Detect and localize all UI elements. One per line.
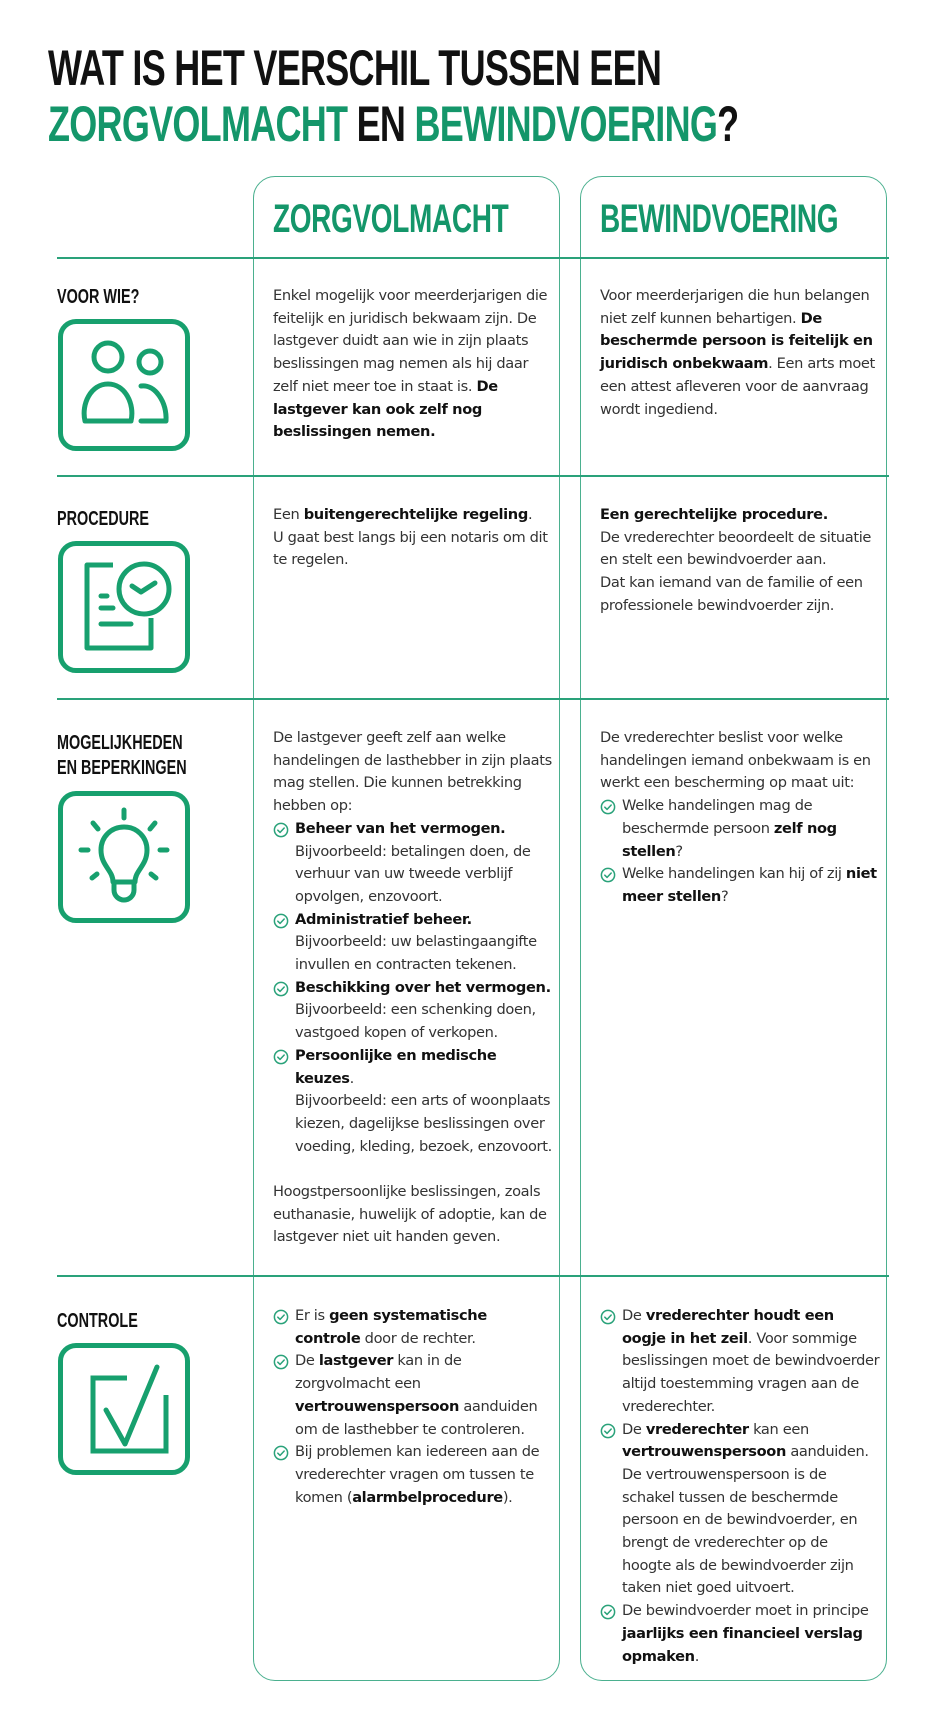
cell-zorgvolmacht-mogelijkheden [273, 727, 553, 1249]
list-item-title: Beheer van het vermogen. [295, 819, 506, 837]
check-circle-icon [600, 1604, 616, 1620]
cell-zorgvolmacht-procedure [273, 504, 553, 572]
cell-bold-text: geen systematische controle [295, 1307, 487, 1347]
cell-text: De [622, 1307, 646, 1324]
list-item-title: Persoonlijke en medische keuzes [295, 1046, 497, 1087]
cell-bold-text: vertrouwenspersoon [622, 1443, 787, 1461]
check-circle-icon [273, 1445, 289, 1461]
list-item [600, 1600, 880, 1668]
checkbox-icon [58, 1343, 190, 1475]
cell-bold-text: alarmbelprocedure [352, 1488, 503, 1506]
row-divider [57, 698, 889, 700]
cell-zorgvolmacht-voor-wie [273, 285, 553, 444]
cell-text: ). [502, 1488, 513, 1506]
list-item [273, 1305, 553, 1350]
cell-text: aanduiden om de lasthebber te controleren. [295, 1397, 538, 1438]
check-circle-icon [273, 913, 289, 929]
cell-text: ? [675, 842, 683, 860]
row-divider [57, 475, 889, 477]
row-label-line: EN BEPERKINGEN [57, 757, 187, 779]
cell-bold-text: zelf nog stellen [622, 819, 837, 860]
cell-text: aanduiden. De vertrouwenspersoon is de schakel tussen de beschermde persoon en de bewindvoerder, en brengt de vrederechter op de hoogte als de bewindvoerder zijn taken niet goed uitvoert. [622, 1443, 869, 1597]
cell-bold-text: De beschermde persoon is feitelijk en juridisch onbekwaam [600, 309, 873, 373]
cell-text: . [349, 1069, 354, 1087]
cell-bewindvoering-procedure [600, 504, 880, 618]
list-item [273, 1441, 553, 1509]
title-line-1: WAT IS HET VERSCHIL TUSSEN EEN [48, 40, 662, 96]
row-label-mogelijkheden [57, 731, 187, 781]
cell-text: . [694, 1647, 699, 1665]
list-item [600, 863, 880, 908]
cell-text: Welke handelingen kan hij of zij [622, 865, 846, 883]
cell-text: Hoogstpersoonlijke beslissingen, zoals euthanasie, huwelijk of adoptie, kan de lastgever niet uit handen geven. [273, 1183, 547, 1246]
people-icon [58, 319, 190, 451]
list-item [600, 1305, 880, 1419]
page-title [48, 40, 738, 152]
cell-bold-text: lastgever [318, 1352, 394, 1370]
check-circle-icon [273, 981, 289, 997]
cell-text: kan in de zorgvolmacht een [295, 1352, 462, 1393]
list-item-text: Bijvoorbeeld: een schenking doen, vastgoed kopen of verkopen. [295, 1001, 536, 1042]
check-circle-icon [273, 1354, 289, 1370]
row-label-controle: CONTROLE [57, 1310, 138, 1332]
check-circle-icon [273, 1309, 289, 1325]
list-item [273, 818, 553, 909]
row-label-procedure: PROCEDURE [57, 508, 150, 530]
cell-text: De vrederechter beslist voor welke handelingen iemand onbekwaam is en werkt een bescherming op maat uit: [600, 729, 871, 792]
list-item-title: Administratief beheer. [295, 910, 472, 928]
column-header-zorgvolmacht: ZORGVOLMACHT [273, 197, 509, 241]
check-circle-icon [600, 1423, 616, 1439]
list-item [273, 909, 553, 977]
cell-bold-text: vrederechter [645, 1420, 749, 1438]
list-item-text: Bijvoorbeeld: uw belastingaangifte invullen en contracten tekenen. [295, 933, 537, 974]
title-question-mark: ? [717, 96, 739, 152]
list-item [600, 1419, 880, 1601]
cell-bewindvoering-voor-wie [600, 285, 880, 421]
cell-text: Voor meerderjarigen die hun belangen niet zelf kunnen behartigen. [600, 287, 870, 327]
cell-bold-text: jaarlijks een financieel verslag opmaken [622, 1624, 863, 1665]
list-item-text: Bijvoorbeeld: een arts of woonplaats kiezen, dagelijkse beslissingen over voeding, kleding, bezoek, enzovoort. [295, 1092, 552, 1155]
cell-text: door de rechter. [360, 1329, 476, 1347]
title-term-zorgvolmacht: ZORGVOLMACHT [48, 96, 348, 152]
column-header-bewindvoering: BEWINDVOERING [600, 197, 839, 241]
cell-bewindvoering-mogelijkheden [600, 727, 880, 909]
cell-text: Een [273, 506, 304, 523]
check-circle-icon [273, 822, 289, 838]
cell-bold-text: buitengerechtelijke regeling [303, 506, 528, 523]
list-item [273, 1045, 553, 1159]
row-divider [57, 257, 889, 259]
cell-bold-text: niet meer stellen [622, 865, 877, 905]
cell-text: . [527, 506, 533, 523]
cell-text: ? [720, 887, 729, 905]
row-divider [57, 1275, 889, 1277]
cell-text: De [622, 1420, 646, 1438]
list-item [273, 1350, 553, 1441]
list-item-text: Bijvoorbeeld: betalingen doen, de verhuur van uw tweede verblijf opvolgen, enzovoort. [295, 842, 531, 905]
cell-text: Welke handelingen mag de beschermde persoon [622, 797, 813, 837]
title-connector: EN [356, 96, 406, 152]
cell-bold-text: vertrouwenspersoon [295, 1397, 460, 1415]
list-item [600, 795, 880, 863]
cell-text: . Voor sommige beslissingen moet de bewindvoerder altijd toestemming vragen aan de vrederechter. [622, 1329, 880, 1415]
row-label-voor-wie: VOOR WIE? [57, 286, 140, 308]
cell-text: . Een arts moet een attest afleveren voor de aanvraag wordt ingediend. [600, 355, 875, 418]
document-clock-icon [58, 541, 190, 673]
cell-text: U gaat best langs bij een notaris om dit te regelen. [273, 528, 548, 569]
cell-text: Bij problemen kan iedereen aan de vrederechter vragen om tussen te komen ( [295, 1443, 540, 1506]
cell-bold-text: Een gerechtelijke procedure. [600, 506, 828, 523]
cell-bold-text: vrederechter houdt een oogje in het zeil [622, 1307, 834, 1347]
lightbulb-icon [58, 791, 190, 923]
list-item [273, 977, 553, 1045]
cell-text: Enkel mogelijk voor meerderjarigen die feitelijk en juridisch bekwaam zijn. De lastgever duidt aan wie in zijn plaats beslissingen mag nemen als hij daar zelf niet meer toe in staat is. [273, 287, 548, 395]
cell-text: De lastgever geeft zelf aan welke handelingen de lasthebber in zijn plaats mag stellen. Die kunnen betrekking hebben op: [273, 729, 552, 815]
cell-bewindvoering-controle [600, 1305, 880, 1668]
cell-text: De vrederechter beoordeelt de situatie en stelt een bewindvoerder aan. [600, 528, 872, 569]
row-label-line: MOGELIJKHEDEN [57, 732, 183, 754]
list-item-title: Beschikking over het vermogen. [295, 978, 551, 996]
cell-text: De bewindvoerder moet in principe [622, 1602, 869, 1620]
cell-text: kan een [748, 1420, 809, 1438]
cell-text: De [295, 1352, 319, 1370]
cell-text: Er is [295, 1307, 330, 1324]
check-circle-icon [600, 799, 616, 815]
cell-text: Dat kan iemand van de familie of een professionele bewindvoerder zijn. [600, 574, 863, 614]
check-circle-icon [600, 867, 616, 883]
title-term-bewindvoering: BEWINDVOERING [414, 96, 718, 152]
check-circle-icon [600, 1309, 616, 1325]
cell-bold-text: De lastgever kan ook zelf nog beslissingen nemen. [273, 377, 498, 441]
check-circle-icon [273, 1049, 289, 1065]
cell-zorgvolmacht-controle [273, 1305, 553, 1509]
